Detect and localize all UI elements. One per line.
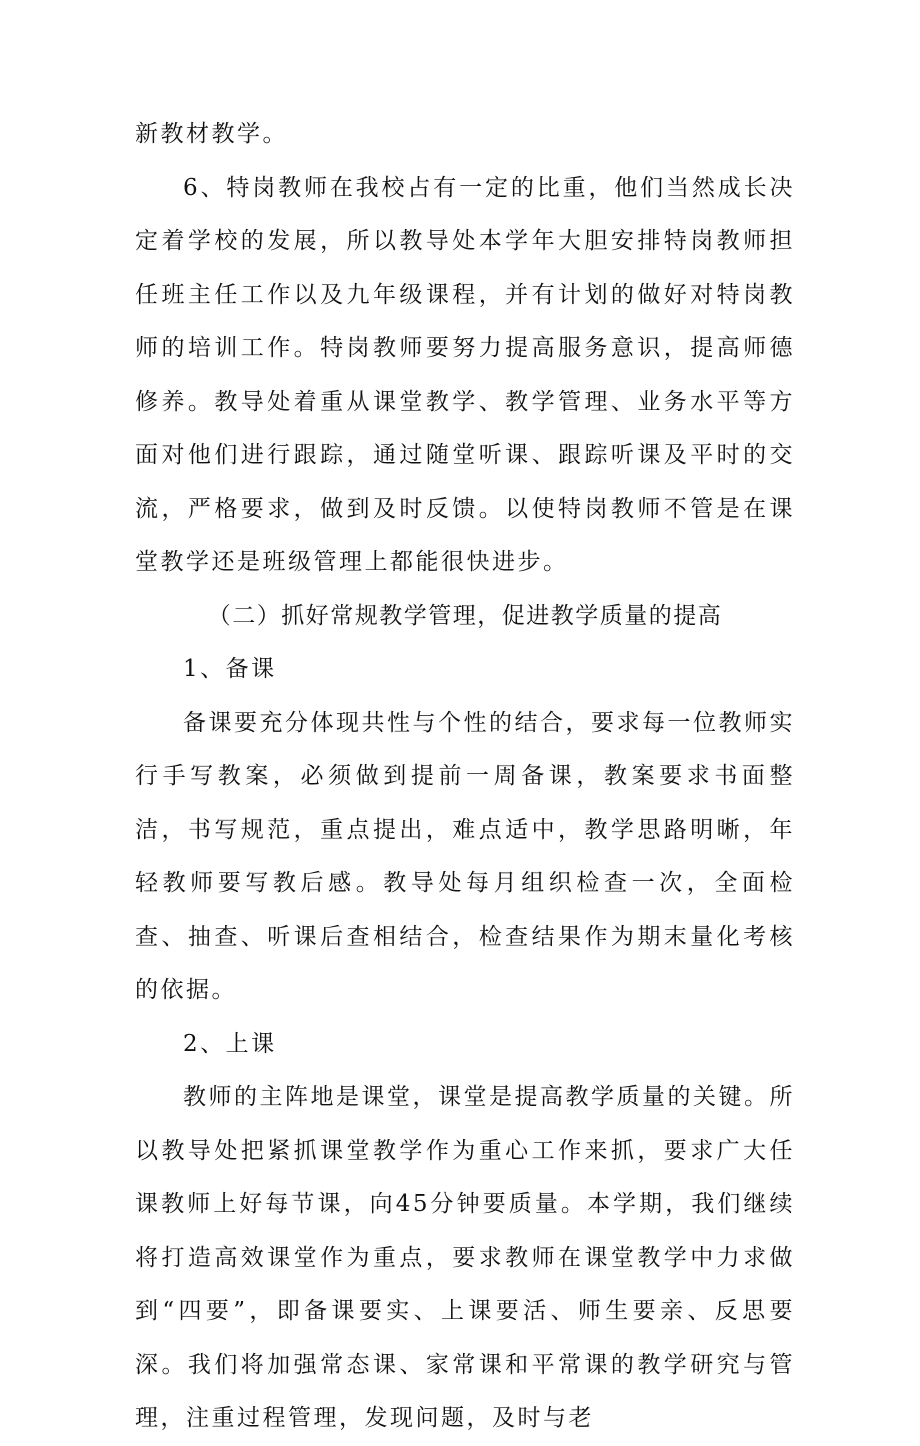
section-heading: （二）抓好常规教学管理，促进教学质量的提高 (207, 602, 723, 629)
subheading-lesson-prep: 1、备课 (183, 656, 277, 682)
paragraph-special-post-teachers: 6、特岗教师在我校占有一定的比重，他们当然成长决定着学校的发展，所以教导处本学年大胆安排特岗教师担任班主任工作以及九年级课程，并有计划的做好对特岗教师的培训工作。特岗教师要努力提高服务意识，提高师德修养。教导处着重从课堂教学、教学管理、业务水平等方面对他们进行跟踪，通过随堂听课、跟踪听课及平时的交流，严格要求，做到及时反馈。以使特岗教师不管是在课堂教学还是班级管理上都能很快进步。 (135, 174, 795, 575)
document-body (135, 108, 795, 1446)
paragraph-continuation: 新教材教学。 (135, 121, 288, 147)
subheading-class: 2、上课 (183, 1030, 277, 1057)
paragraph-lesson-prep: 备课要充分体现共性与个性的结合，要求每一位教师实行手写教案，必须做到提前一周备课，教案要求书面整洁，书写规范，重点提出，难点适中，教学思路明晰，年轻教师要写教后感。教导处每月组织检查一次，全面检查、抽查、听课后查相结合，检查结果作为期末量化考核的依据。 (135, 709, 795, 1003)
paragraph-class: 教师的主阵地是课堂，课堂是提高教学质量的关键。所以教导处把紧抓课堂教学作为重心工作来抓，要求广大任课教师上好每节课，向45分钟要质量。本学期，我们继续将打造高效课堂作为重点，要求教师在课堂教学中力求做到“四要”，即备课要实、上课要活、师生要亲、反思要深。我们将加强常态课、家常课和平常课的教学研究与管理，注重过程管理，发现问题，及时与老 (135, 1084, 795, 1431)
